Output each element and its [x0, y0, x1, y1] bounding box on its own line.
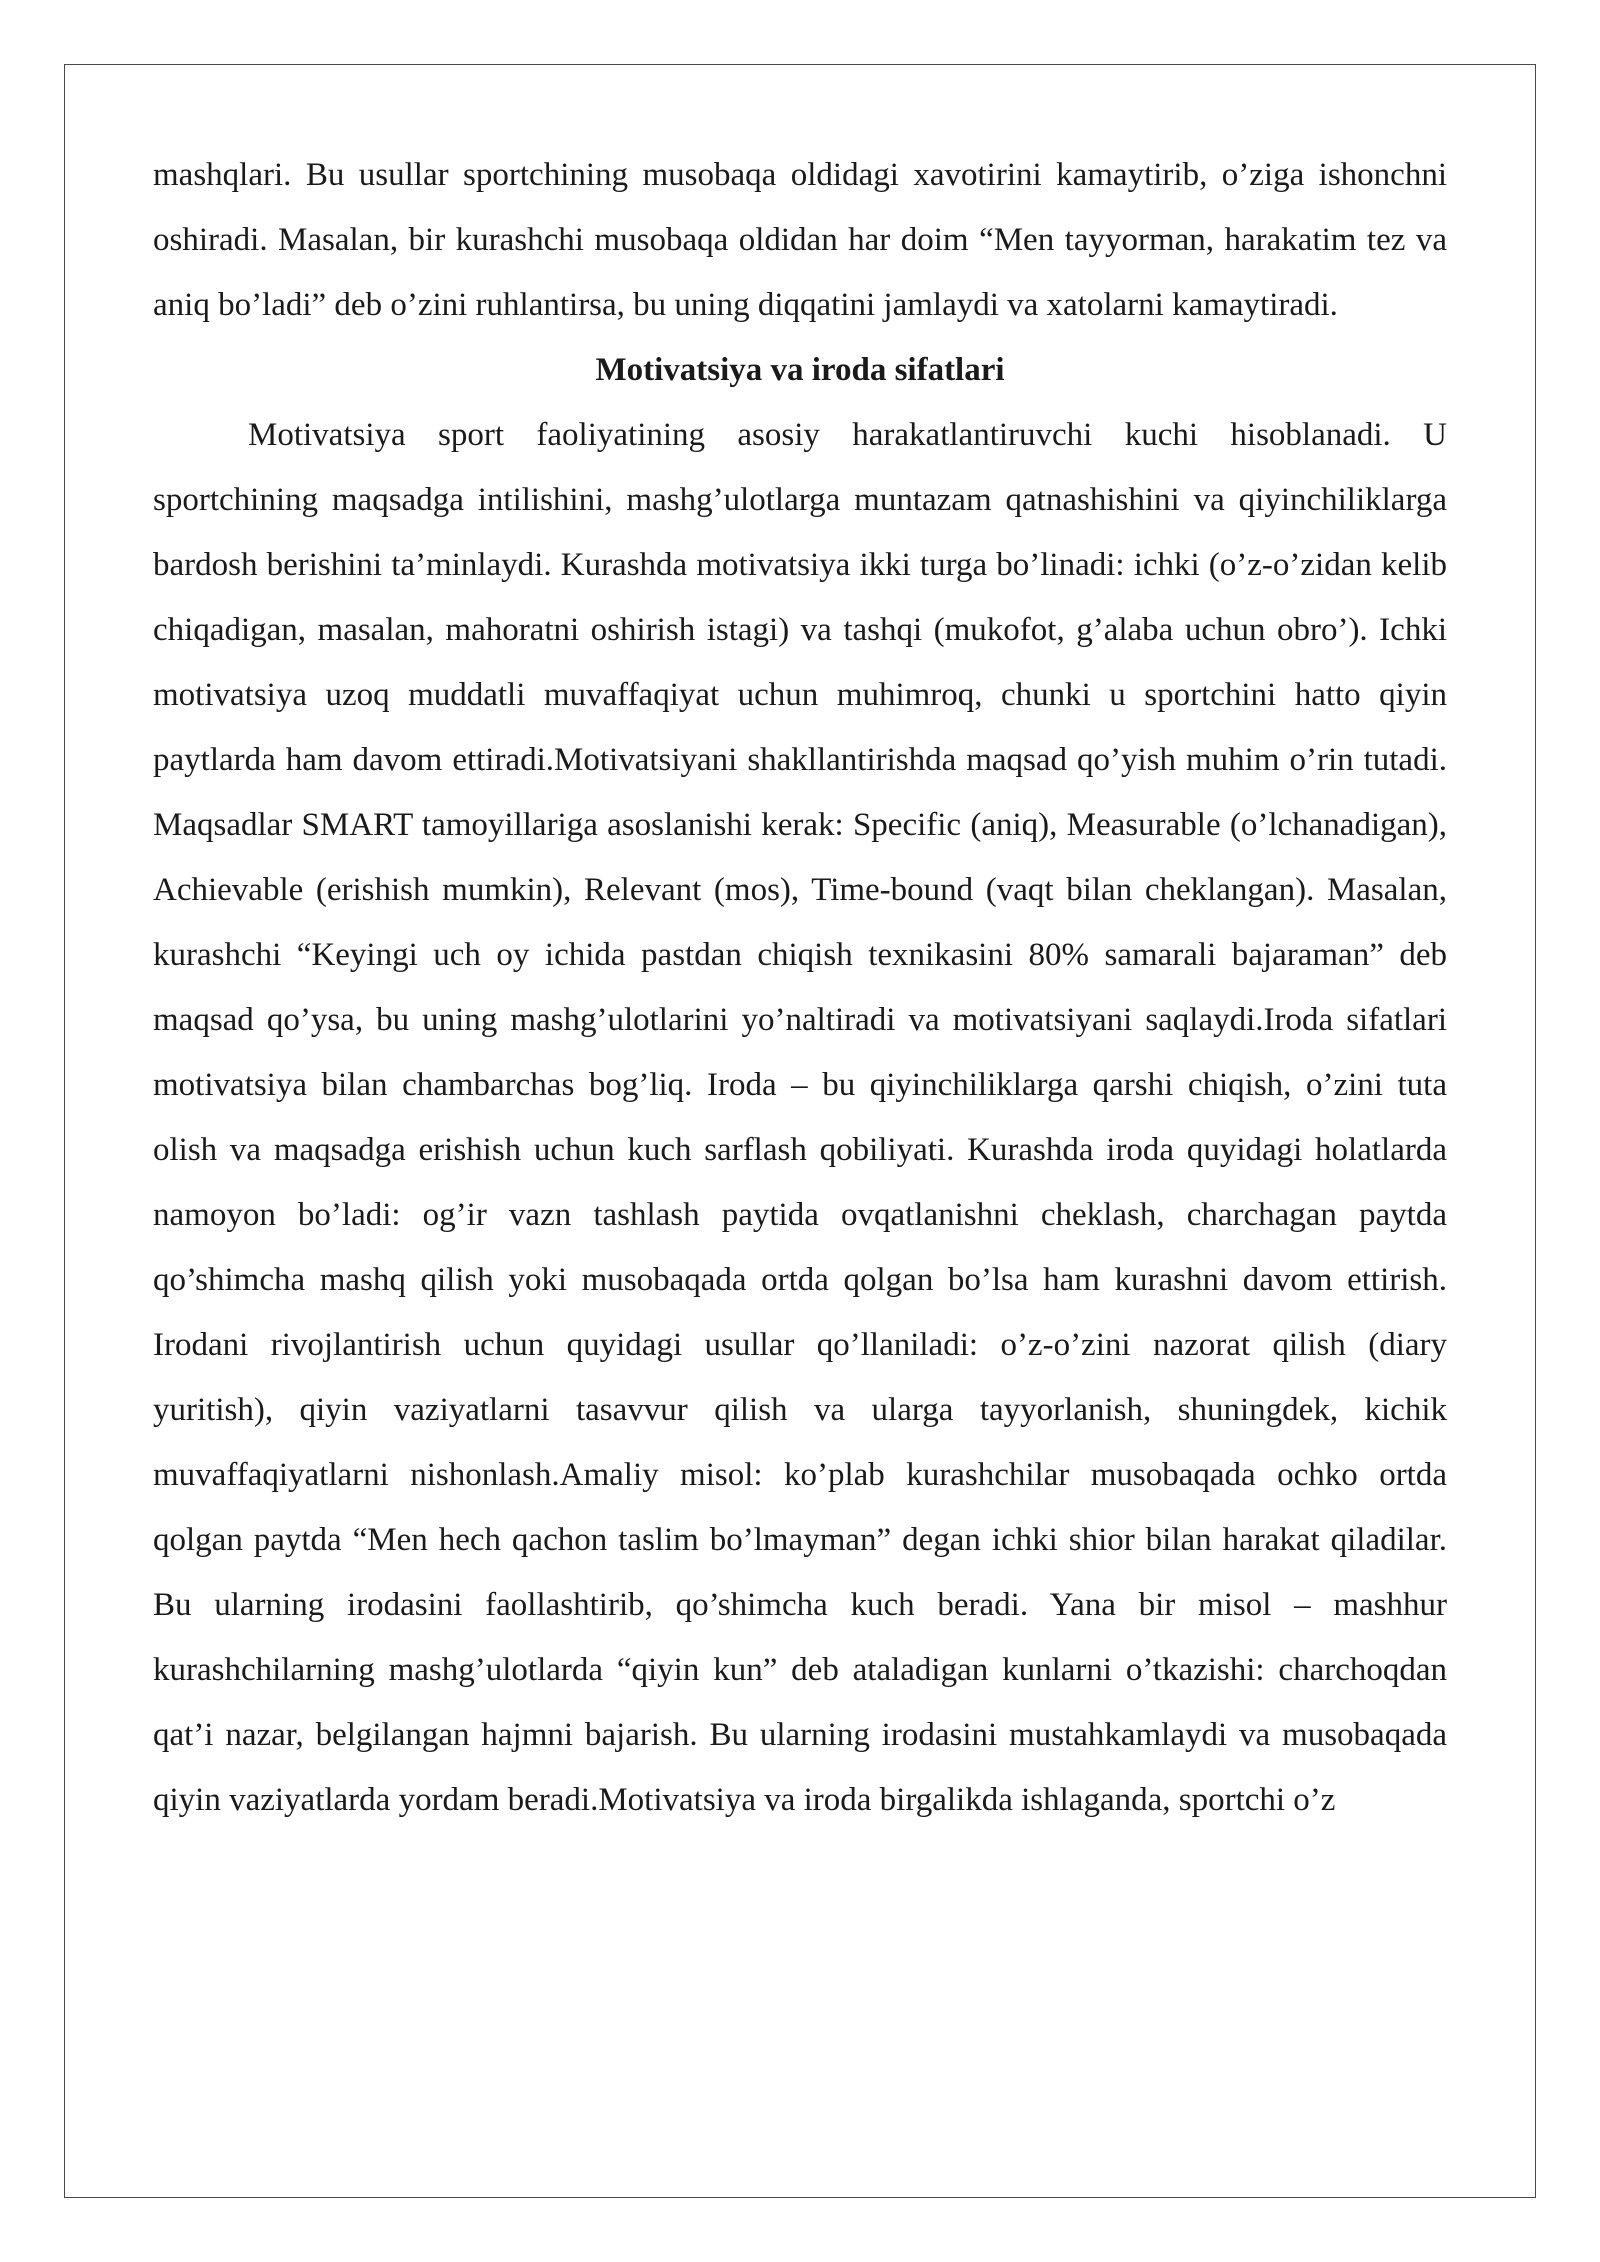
main-paragraph: Motivatsiya sport faoliyatining asosiy harakatlantiruvchi kuchi hisoblanadi. U sportchining maqsadga intilishini, mashg’ulotlarga muntazam qatnashishini va qiyinchiliklarga bardosh berishini ta’minlaydi. Kurashda motivatsiya ikki turga bo’linadi: ichki (o’z-o’zidan kelib chiqadigan, masalan, mahoratni oshirish istagi) va tashqi (mukofot, g’alaba uchun obro’). Ichki motivatsiya uzoq muddatli muvaffaqiyat uchun muhimroq, chunki u sportchini hatto qiyin paytlarda ham davom ettiradi.Motivatsiyani shakllantirishda maqsad qo’yish muhim o’rin tutadi. Maqsadlar SMART tamoyillariga asoslanishi kerak: Specific (aniq), Measurable (o’lchanadigan), Achievable (erishish mumkin), Relevant (mos), Time-bound (vaqt bilan cheklangan). Masalan, kurashchi “Keyingi uch oy ichida pastdan chiqish texnikasini 80% samarali bajaraman” deb maqsad qo’ysa, bu uning mashg’ulotlarini yo’naltiradi va motivatsiyani saqlaydi.Iroda sifatlari motivatsiya bilan chambarchas bog’liq. Iroda – bu qiyinchiliklarga qarshi chiqish, o’zini tuta olish va maqsadga erishish uchun kuch sarflash qobiliyati. Kurashda iroda quyidagi holatlarda namoyon bo’ladi: og’ir vazn tashlash paytida ovqatlanishni cheklash, charchagan paytda qo’shimcha mashq qilish yoki musobaqada ortda qolgan bo’lsa ham kurashni davom ettirish. Irodani rivojlantirish uchun quyidagi usullar qo’llaniladi: o’z-o’zini nazorat qilish (diary yuritish), qiyin vaziyatlarni tasavvur qilish va ularga tayyorlanish, shuningdek, kichik muvaffaqiyatlarni nishonlash.Amaliy misol: ko’plab kurashchilar musobaqada ochko ortda qolgan paytda “Men hech qachon taslim bo’lmayman” degan ichki shior bilan harakat qiladilar. Bu ularning irodasini faollashtirib, qo’shimcha kuch beradi. Yana bir misol – mashhur kurashchilarning mashg’ulotlarda “qiyin kun” deb ataladigan kunlarni o’tkazishi: charchoqdan qat’i nazar, belgilangan hajmni bajarish. Bu ularning irodasini mustahkamlaydi va musobaqada qiyin vaziyatlarda yordam beradi.Motivatsiya va iroda birgalikda ishlaganda, sportchi o’z: [153, 417, 1447, 1818]
document-body: [153, 143, 1447, 1833]
section-heading: Motivatsiya va iroda sifatlari: [595, 352, 1005, 388]
continuation-paragraph: mashqlari. Bu usullar sportchining musobaqa oldidagi xavotirini kamaytirib, o’ziga ishonchni oshiradi. Masalan, bir kurashchi musobaqa oldidan har doim “Men tayyorman, harakatim tez va aniq bo’ladi” deb o’zini ruhlantirsa, bu uning diqqatini jamlaydi va xatolarni kamaytiradi.: [153, 157, 1447, 323]
